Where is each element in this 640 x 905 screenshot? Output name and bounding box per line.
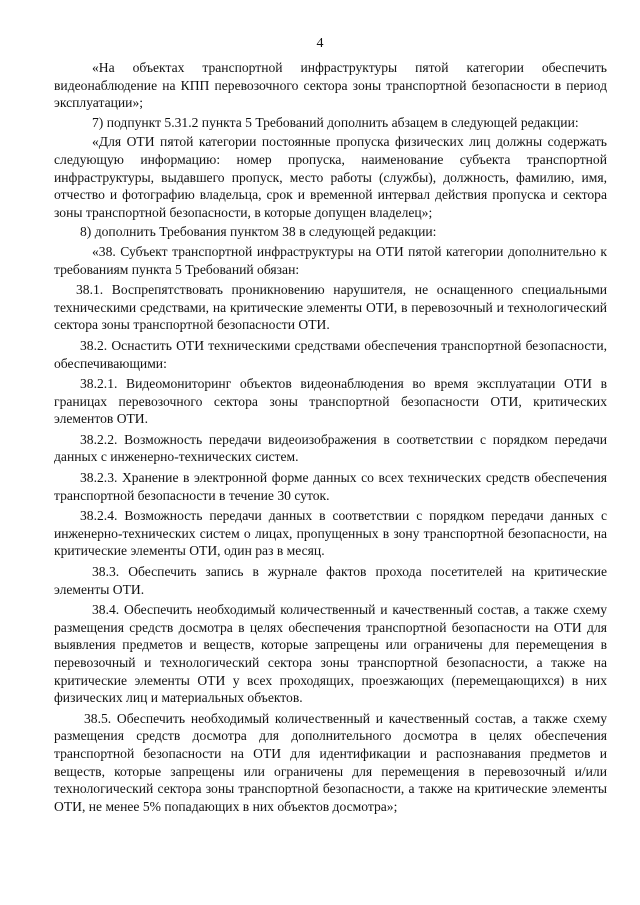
document-body bbox=[54, 59, 607, 817]
paragraph: «Для ОТИ пятой категории постоянные пропуска физических лиц должны содержать следующую информацию: номер пропуска, наименование субъекта транспортной инфраструктуры, выдавшего пропуск, место работы (службы), должность, фамилию, имя, отчество и фотографию владельца, срок и временной интервал действия пропуска и сектора зоны транспортной безопасности, в которые допущен владелец»; bbox=[54, 134, 607, 220]
page-number: 4 bbox=[316, 36, 324, 51]
paragraph: 38.2.4. Возможность передачи данных в соответствии с порядком передачи данных с инженерно-технических систем о лицах, пропущенных в зону транспортной безопасности, на критические элементы ОТИ, один раз в месяц. bbox=[54, 508, 607, 559]
paragraph: «38. Субъект транспортной инфраструктуры на ОТИ пятой категории дополнительно к требованиям пункта 5 Требований обязан: bbox=[54, 243, 607, 277]
paragraph: 38.1. Воспрепятствовать проникновению нарушителя, не оснащенного специальными техническими средствами, на критические элементы ОТИ, в перевозочный и технологический сектора зоны транспортной безопасности ОТИ. bbox=[54, 282, 607, 333]
paragraph: 38.2.2. Возможность передачи видеоизображения в соответствии с порядком передачи данных с инженерно-технических систем. bbox=[54, 431, 607, 465]
paragraph: 7) подпункт 5.31.2 пункта 5 Требований дополнить абзацем в следующей редакции: bbox=[92, 114, 579, 130]
paragraph: «На объектах транспортной инфраструктуры пятой категории обеспечить видеонаблюдение на КПП перевозочного сектора зоны транспортной безопасности в период эксплуатации»; bbox=[54, 60, 607, 111]
paragraph: 38.3. Обеспечить запись в журнале фактов прохода посетителей на критические элементы ОТИ. bbox=[54, 564, 607, 597]
paragraph: 8) дополнить Требования пунктом 38 в следующей редакции: bbox=[80, 224, 437, 240]
paragraph: 38.2.1. Видеомониторинг объектов видеонаблюдения во время эксплуатации ОТИ в границах перевозочного сектора зоны транспортной безопасности ОТИ, критических элементов ОТИ. bbox=[54, 376, 607, 427]
paragraph: 38.4. Обеспечить необходимый количественный и качественный состав, а также схему размещения средств досмотра в целях обеспечения транспортной безопасности на ОТИ для выявления предметов и веществ, которые запрещены или ограничены для перемещения в перевозочный и технологический сектора зоны транспортной безопасности, а также на критические элементы ОТИ у всех проходящих, проезжающих (перемещающихся) в них физических лиц и материальных объектов. bbox=[54, 602, 607, 706]
paragraph: 38.5. Обеспечить необходимый количественный и качественный состав, а также схему размещения средств досмотра для дополнительного досмотра в целях обеспечения транспортной безопасности на ОТИ для идентификации и распознавания предметов и веществ, которые запрещены или ограничены для перемещения в перевозочный и/или технологический сектора зоны транспортной безопасности, а также на критические элементы ОТИ, не менее 5% попадающих в них объектов досмотра»; bbox=[54, 710, 607, 814]
paragraph: 38.2. Оснастить ОТИ техническими средствами обеспечения транспортной безопасности, обеспечивающими: bbox=[54, 337, 607, 371]
paragraph: 38.2.3. Хранение в электронной форме данных со всех технических средств обеспечения транспортной безопасности в течение 30 суток. bbox=[54, 470, 607, 503]
